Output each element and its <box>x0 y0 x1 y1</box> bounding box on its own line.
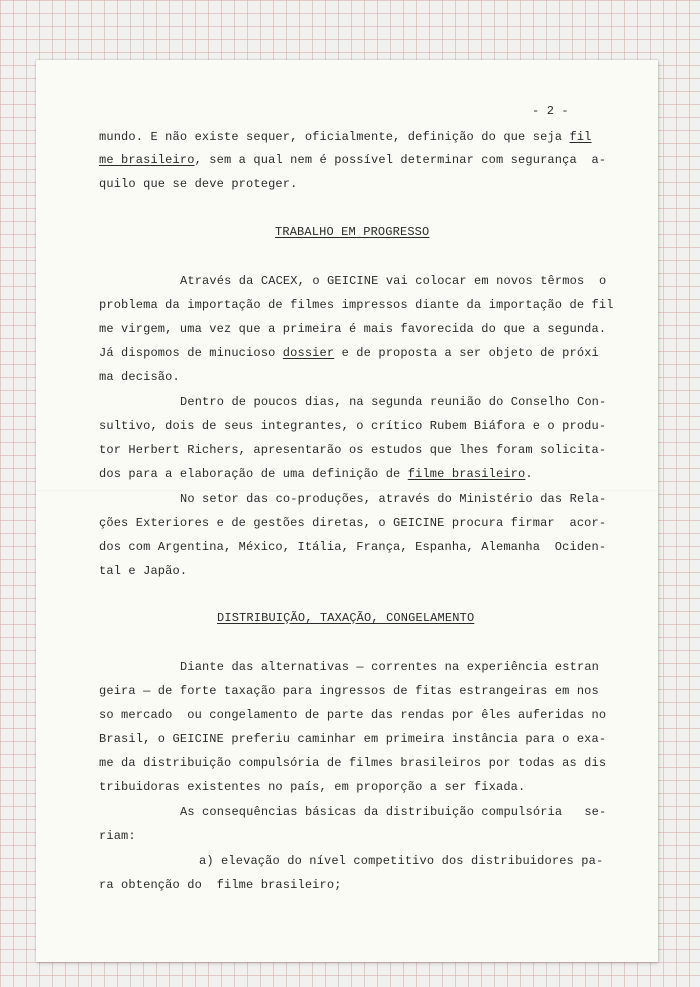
paragraph-line: ções Exteriores e de gestões diretas, o GEICINE procura firmar acor- <box>99 516 607 530</box>
list-item-a: a) elevação do nível competitivo dos distribuidores pa- <box>199 854 604 868</box>
paragraph-line: Brasil, o GEICINE preferiu caminhar em primeira instância para o exa- <box>99 732 607 746</box>
paragraph-line: dos para a elaboração de uma definição de filme brasileiro. <box>99 467 533 481</box>
intro-line-1: mundo. E não existe sequer, oficialmente, definição do que seja fil <box>99 130 592 144</box>
intro-line-2: me brasileiro, sem a qual nem é possível determinar com segurança a- <box>99 153 607 167</box>
section-heading-distribuicao: DISTRIBUIÇÃO, TAXAÇÃO, CONGELAMENTO <box>217 611 475 625</box>
paragraph-line: tor Herbert Richers, apresentarão os estudos que lhes foram solicita- <box>99 443 607 457</box>
paragraph-line: so mercado ou congelamento de parte das rendas por êles auferidas no <box>99 708 607 722</box>
section-heading-trabalho: TRABALHO EM PROGRESSO <box>275 225 430 239</box>
paragraph-line: me virgem, uma vez que a primeira é mais favorecida do que a segunda. <box>99 322 607 336</box>
paragraph-line: tribuidoras existentes no país, em proporção a ser fixada. <box>99 780 526 794</box>
typewritten-page <box>36 60 658 962</box>
list-item-a-continued: ra obtenção do filme brasileiro; <box>99 878 342 892</box>
paragraph-line: tal e Japão. <box>99 564 188 578</box>
intro-line-3: quilo que se deve proteger. <box>99 177 298 191</box>
paragraph-line: Através da CACEX, o GEICINE vai colocar em novos têrmos o <box>180 274 607 288</box>
paragraph-line: No setor das co-produções, através do Ministério das Rela- <box>180 492 607 506</box>
paragraph-line: As consequências básicas da distribuição compulsória se- <box>180 805 607 819</box>
paragraph-line: sultivo, dois de seus integrantes, o crítico Rubem Biáfora e o produ- <box>99 419 607 433</box>
page-number: - 2 - <box>532 104 569 118</box>
paragraph-line: problema da importação de filmes impressos diante da importação de fil <box>99 298 614 312</box>
paragraph-line: riam: <box>99 829 136 843</box>
paragraph-line: geira — de forte taxação para ingressos de fitas estrangeiras em nos <box>99 684 599 698</box>
paragraph-line: Dentro de poucos dias, na segunda reunião do Conselho Con- <box>180 395 607 409</box>
paragraph-line: Já dispomos de minucioso dossier e de proposta a ser objeto de próxi <box>99 346 599 360</box>
paragraph-line: dos com Argentina, México, Itália, França, Espanha, Alemanha Ociden- <box>99 540 607 554</box>
paragraph-line: ma decisão. <box>99 370 180 384</box>
paragraph-line: Diante das alternativas — correntes na experiência estran <box>180 660 600 674</box>
paragraph-line: me da distribuição compulsória de filmes brasileiros por todas as dis <box>99 756 607 770</box>
